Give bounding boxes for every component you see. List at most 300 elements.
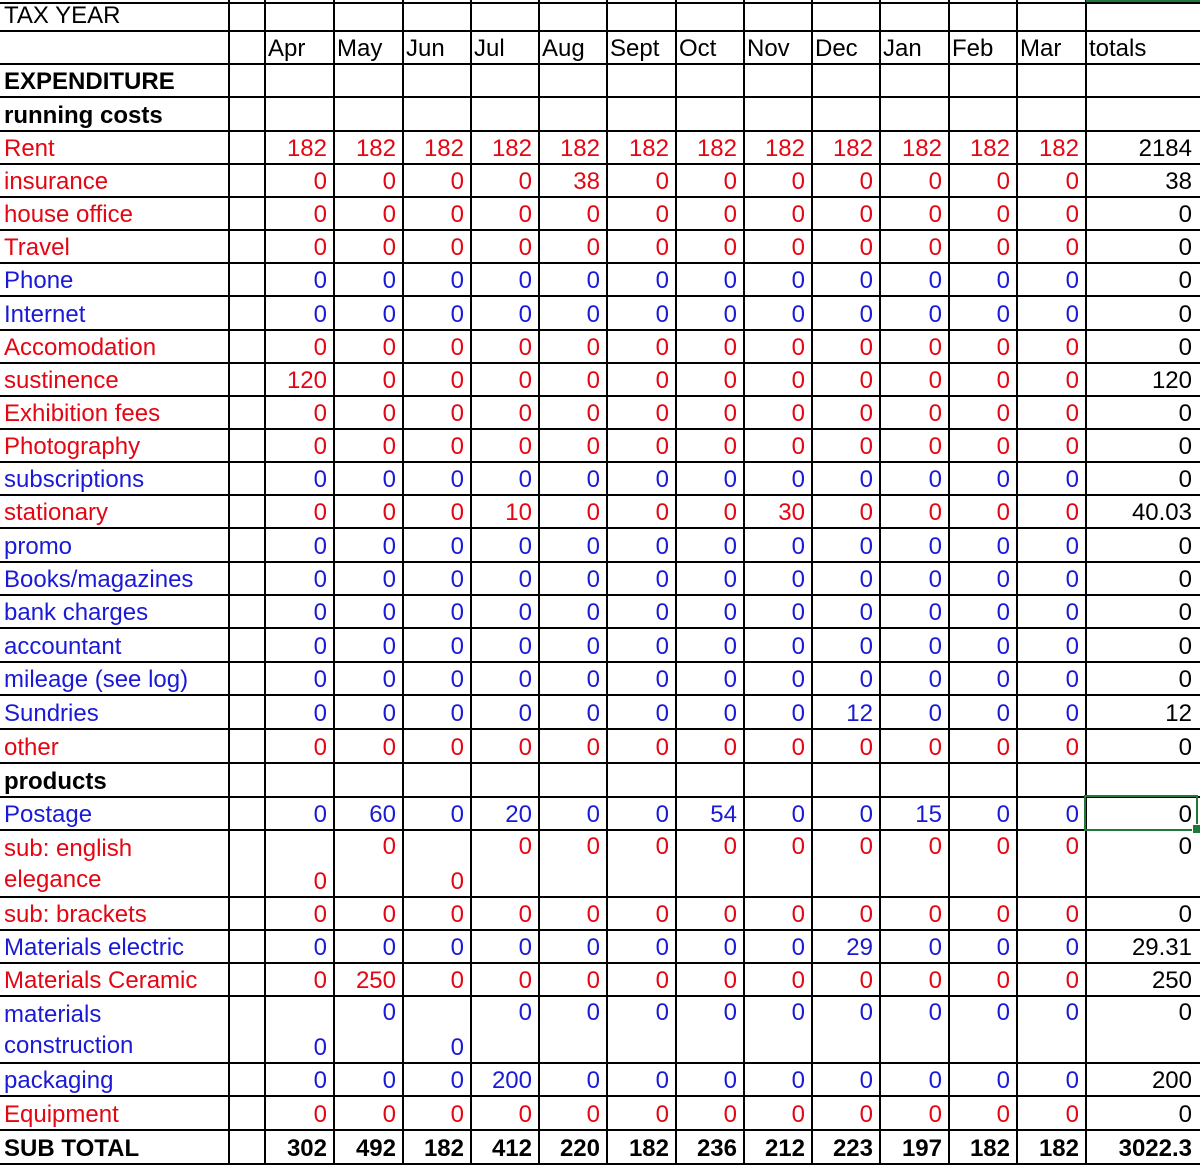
value-cell[interactable]: 0 [928,433,942,460]
subtotal-cell[interactable]: 236 [696,1135,737,1162]
value-cell[interactable]: 0 [518,833,532,860]
value-cell[interactable]: 0 [450,599,464,626]
value-cell[interactable]: 0 [791,466,805,493]
value-cell[interactable]: 0 [518,433,532,460]
value-cell[interactable]: 0 [586,833,600,860]
month-header-jun[interactable]: Jun [406,35,445,62]
value-cell[interactable]: 0 [928,934,942,961]
value-cell[interactable]: 0 [996,833,1010,860]
month-header-dec[interactable]: Dec [815,35,858,62]
value-cell[interactable]: 0 [382,168,396,195]
value-cell[interactable]: 0 [586,566,600,593]
value-cell[interactable]: 0 [1065,301,1079,328]
value-cell[interactable]: 0 [859,967,873,994]
value-cell[interactable]: 0 [450,466,464,493]
month-header-oct[interactable]: Oct [679,35,717,62]
value-cell[interactable]: 0 [450,967,464,994]
value-cell[interactable]: 0 [928,901,942,928]
value-cell[interactable]: 0 [859,334,873,361]
value-cell[interactable]: 0 [928,999,942,1026]
value-cell[interactable]: 0 [996,934,1010,961]
value-cell[interactable]: 0 [859,599,873,626]
total-cell[interactable]: 0 [1178,267,1192,294]
value-cell[interactable]: 0 [996,533,1010,560]
value-cell[interactable]: 0 [518,201,532,228]
value-cell[interactable]: 0 [655,466,669,493]
value-cell[interactable]: 0 [723,734,737,761]
value-cell[interactable]: 182 [969,135,1010,162]
value-cell[interactable]: 0 [791,168,805,195]
value-cell[interactable]: 182 [286,135,327,162]
value-cell[interactable]: 0 [928,633,942,660]
value-cell[interactable]: 0 [1065,901,1079,928]
value-cell[interactable]: 0 [382,367,396,394]
value-cell[interactable]: 0 [586,267,600,294]
subtotal-cell[interactable]: 182 [628,1135,669,1162]
value-cell[interactable]: 0 [655,301,669,328]
value-cell[interactable]: 0 [313,700,327,727]
month-header-nov[interactable]: Nov [747,35,790,62]
value-cell[interactable]: 0 [928,267,942,294]
value-cell[interactable]: 0 [586,433,600,460]
value-cell[interactable]: 0 [928,734,942,761]
value-cell[interactable]: 0 [723,400,737,427]
value-cell[interactable]: 0 [450,267,464,294]
value-cell[interactable]: 0 [450,433,464,460]
value-cell[interactable]: 0 [928,533,942,560]
value-cell[interactable]: 0 [928,967,942,994]
value-cell[interactable]: 0 [996,700,1010,727]
value-cell[interactable]: 0 [928,666,942,693]
value-cell[interactable]: 0 [996,499,1010,526]
total-cell[interactable]: 200 [1151,1067,1192,1094]
subtotal-cell[interactable]: 412 [491,1135,532,1162]
total-cell[interactable]: 0 [1178,334,1192,361]
value-cell[interactable]: 0 [723,267,737,294]
value-cell[interactable]: 0 [996,967,1010,994]
value-cell[interactable]: 0 [382,466,396,493]
value-cell[interactable]: 0 [723,967,737,994]
value-cell[interactable]: 0 [791,234,805,261]
value-cell[interactable]: 0 [791,666,805,693]
value-cell[interactable]: 0 [518,533,532,560]
value-cell[interactable]: 0 [723,533,737,560]
value-cell[interactable]: 0 [450,301,464,328]
value-cell[interactable]: 0 [518,566,532,593]
value-cell[interactable]: 0 [518,334,532,361]
value-cell[interactable]: 29 [846,934,873,961]
value-cell[interactable]: 0 [655,901,669,928]
value-cell[interactable]: 0 [313,201,327,228]
value-cell[interactable]: 182 [764,135,805,162]
value-cell[interactable]: 0 [996,1101,1010,1128]
value-cell[interactable]: 0 [996,734,1010,761]
value-cell[interactable]: 0 [859,833,873,860]
value-cell[interactable]: 0 [1065,400,1079,427]
value-cell[interactable]: 0 [996,267,1010,294]
totals-header[interactable]: totals [1089,35,1147,62]
value-cell[interactable]: 0 [450,633,464,660]
total-cell[interactable]: 0 [1178,566,1192,593]
value-cell[interactable]: 0 [859,901,873,928]
value-cell[interactable]: 0 [382,999,396,1026]
value-cell[interactable]: 0 [723,999,737,1026]
value-cell[interactable]: 0 [859,566,873,593]
value-cell[interactable]: 0 [313,234,327,261]
value-cell[interactable]: 0 [586,700,600,727]
value-cell[interactable]: 0 [859,367,873,394]
value-cell[interactable]: 0 [586,1067,600,1094]
value-cell[interactable]: 0 [1065,367,1079,394]
value-cell[interactable]: 0 [996,168,1010,195]
value-cell[interactable]: 0 [655,734,669,761]
value-cell[interactable]: 0 [586,367,600,394]
value-cell[interactable]: 0 [928,301,942,328]
value-cell[interactable]: 0 [859,1067,873,1094]
value-cell[interactable]: 0 [586,234,600,261]
value-cell[interactable]: 0 [1065,234,1079,261]
total-cell[interactable]: 2184 [1138,135,1192,162]
subtotal-cell[interactable]: 212 [764,1135,805,1162]
value-cell[interactable]: 0 [655,433,669,460]
value-cell[interactable]: 0 [450,666,464,693]
value-cell[interactable]: 54 [710,801,737,828]
value-cell[interactable]: 0 [382,301,396,328]
value-cell[interactable]: 0 [996,201,1010,228]
value-cell[interactable]: 120 [286,367,327,394]
value-cell[interactable]: 0 [518,267,532,294]
value-cell[interactable]: 0 [791,267,805,294]
value-cell[interactable]: 0 [382,666,396,693]
value-cell[interactable]: 0 [518,234,532,261]
value-cell[interactable]: 0 [655,967,669,994]
value-cell[interactable]: 0 [382,533,396,560]
value-cell[interactable]: 200 [491,1067,532,1094]
value-cell[interactable]: 0 [655,201,669,228]
value-cell[interactable]: 0 [450,334,464,361]
value-cell[interactable]: 0 [655,700,669,727]
value-cell[interactable]: 0 [1065,967,1079,994]
value-cell[interactable]: 0 [859,168,873,195]
value-cell[interactable]: 0 [518,301,532,328]
value-cell[interactable]: 0 [450,168,464,195]
value-cell[interactable]: 0 [586,633,600,660]
total-cell[interactable]: 0 [1178,201,1192,228]
value-cell[interactable]: 0 [313,334,327,361]
value-cell[interactable]: 0 [859,466,873,493]
value-cell[interactable]: 0 [1065,700,1079,727]
value-cell[interactable]: 0 [723,301,737,328]
value-cell[interactable]: 0 [1065,201,1079,228]
value-cell[interactable]: 0 [928,234,942,261]
value-cell[interactable]: 0 [791,700,805,727]
value-cell[interactable]: 0 [450,400,464,427]
value-cell[interactable]: 0 [655,533,669,560]
value-cell[interactable]: 0 [1065,533,1079,560]
value-cell[interactable]: 0 [859,201,873,228]
value-cell[interactable]: 0 [313,801,327,828]
value-cell[interactable]: 0 [313,267,327,294]
value-cell[interactable]: 0 [791,1101,805,1128]
value-cell[interactable]: 0 [791,367,805,394]
value-cell[interactable]: 0 [313,633,327,660]
value-cell[interactable]: 0 [996,999,1010,1026]
value-cell[interactable]: 0 [723,633,737,660]
value-cell[interactable]: 0 [586,466,600,493]
value-cell[interactable]: 0 [655,367,669,394]
value-cell[interactable]: 0 [791,801,805,828]
value-cell[interactable]: 0 [450,367,464,394]
value-cell[interactable]: 0 [518,466,532,493]
value-cell[interactable]: 182 [832,135,873,162]
value-cell[interactable]: 0 [313,400,327,427]
value-cell[interactable]: 0 [655,168,669,195]
value-cell[interactable]: 0 [928,201,942,228]
value-cell[interactable]: 0 [313,301,327,328]
value-cell[interactable]: 0 [791,934,805,961]
value-cell[interactable]: 0 [996,566,1010,593]
value-cell[interactable]: 0 [450,1034,464,1061]
subtotal-cell[interactable]: 182 [423,1135,464,1162]
value-cell[interactable]: 0 [996,433,1010,460]
value-cell[interactable]: 0 [928,1101,942,1128]
value-cell[interactable]: 0 [382,499,396,526]
value-cell[interactable]: 0 [723,666,737,693]
value-cell[interactable]: 0 [655,999,669,1026]
value-cell[interactable]: 0 [723,367,737,394]
value-cell[interactable]: 0 [859,666,873,693]
month-header-mar[interactable]: Mar [1020,35,1062,62]
total-cell[interactable]: 0 [1178,801,1192,828]
value-cell[interactable]: 10 [505,499,532,526]
value-cell[interactable]: 0 [655,499,669,526]
value-cell[interactable]: 0 [313,666,327,693]
value-cell[interactable]: 0 [450,901,464,928]
value-cell[interactable]: 0 [655,599,669,626]
value-cell[interactable]: 0 [586,666,600,693]
total-cell[interactable]: 0 [1178,234,1192,261]
value-cell[interactable]: 0 [996,334,1010,361]
value-cell[interactable]: 0 [382,934,396,961]
value-cell[interactable]: 0 [1065,999,1079,1026]
value-cell[interactable]: 0 [518,700,532,727]
value-cell[interactable]: 0 [382,400,396,427]
value-cell[interactable]: 0 [382,1067,396,1094]
value-cell[interactable]: 0 [382,1101,396,1128]
value-cell[interactable]: 0 [1065,1067,1079,1094]
total-cell[interactable]: 0 [1178,1101,1192,1128]
value-cell[interactable]: 0 [655,1067,669,1094]
value-cell[interactable]: 0 [791,334,805,361]
value-cell[interactable]: 0 [723,599,737,626]
value-cell[interactable]: 0 [518,1101,532,1128]
value-cell[interactable]: 0 [996,400,1010,427]
value-cell[interactable]: 0 [382,700,396,727]
value-cell[interactable]: 0 [1065,934,1079,961]
value-cell[interactable]: 0 [996,666,1010,693]
value-cell[interactable]: 0 [723,234,737,261]
value-cell[interactable]: 0 [586,201,600,228]
value-cell[interactable]: 182 [1038,135,1079,162]
value-cell[interactable]: 0 [313,901,327,928]
month-header-may[interactable]: May [337,35,383,62]
value-cell[interactable]: 0 [996,466,1010,493]
value-cell[interactable]: 0 [382,334,396,361]
value-cell[interactable]: 0 [791,201,805,228]
value-cell[interactable]: 0 [313,566,327,593]
total-cell[interactable]: 250 [1151,967,1192,994]
subtotal-cell[interactable]: 302 [286,1135,327,1162]
subtotal-cell[interactable]: 220 [559,1135,600,1162]
value-cell[interactable]: 0 [1065,734,1079,761]
value-cell[interactable]: 0 [655,566,669,593]
total-cell[interactable]: 0 [1178,466,1192,493]
value-cell[interactable]: 0 [655,234,669,261]
value-cell[interactable]: 0 [518,734,532,761]
value-cell[interactable]: 0 [928,168,942,195]
total-cell[interactable]: 0 [1178,433,1192,460]
value-cell[interactable]: 0 [313,1034,327,1061]
value-cell[interactable]: 0 [996,234,1010,261]
subtotal-cell[interactable]: 223 [832,1135,873,1162]
value-cell[interactable]: 38 [573,168,600,195]
value-cell[interactable]: 182 [628,135,669,162]
value-cell[interactable]: 0 [859,801,873,828]
value-cell[interactable]: 0 [586,533,600,560]
value-cell[interactable]: 0 [586,499,600,526]
value-cell[interactable]: 0 [313,168,327,195]
value-cell[interactable]: 0 [450,734,464,761]
value-cell[interactable]: 0 [996,599,1010,626]
value-cell[interactable]: 0 [518,599,532,626]
value-cell[interactable]: 0 [859,267,873,294]
value-cell[interactable]: 0 [586,400,600,427]
value-cell[interactable]: 0 [1065,267,1079,294]
value-cell[interactable]: 0 [655,833,669,860]
value-cell[interactable]: 182 [559,135,600,162]
value-cell[interactable]: 0 [655,334,669,361]
value-cell[interactable]: 0 [382,833,396,860]
value-cell[interactable]: 0 [313,599,327,626]
total-cell[interactable]: 12 [1165,700,1192,727]
value-cell[interactable]: 0 [518,967,532,994]
value-cell[interactable]: 0 [791,999,805,1026]
value-cell[interactable]: 0 [586,999,600,1026]
value-cell[interactable]: 0 [313,868,327,895]
value-cell[interactable]: 0 [1065,499,1079,526]
value-cell[interactable]: 0 [1065,566,1079,593]
total-cell[interactable]: 0 [1178,901,1192,928]
total-cell[interactable]: 0 [1178,301,1192,328]
value-cell[interactable]: 0 [723,168,737,195]
value-cell[interactable]: 0 [996,901,1010,928]
value-cell[interactable]: 0 [928,400,942,427]
value-cell[interactable]: 20 [505,801,532,828]
value-cell[interactable]: 0 [996,367,1010,394]
value-cell[interactable]: 0 [859,499,873,526]
value-cell[interactable]: 0 [859,1101,873,1128]
total-cell[interactable]: 0 [1178,999,1192,1026]
value-cell[interactable]: 0 [928,833,942,860]
value-cell[interactable]: 12 [846,700,873,727]
value-cell[interactable]: 0 [996,301,1010,328]
value-cell[interactable]: 0 [928,367,942,394]
value-cell[interactable]: 0 [1065,801,1079,828]
value-cell[interactable]: 0 [859,734,873,761]
total-cell[interactable]: 38 [1165,168,1192,195]
value-cell[interactable]: 0 [1065,334,1079,361]
value-cell[interactable]: 0 [723,934,737,961]
value-cell[interactable]: 0 [791,301,805,328]
value-cell[interactable]: 0 [450,234,464,261]
value-cell[interactable]: 0 [450,868,464,895]
value-cell[interactable]: 0 [791,901,805,928]
value-cell[interactable]: 60 [369,801,396,828]
value-cell[interactable]: 0 [518,400,532,427]
total-cell[interactable]: 120 [1151,367,1192,394]
value-cell[interactable]: 15 [915,801,942,828]
value-cell[interactable]: 0 [996,801,1010,828]
value-cell[interactable]: 0 [655,633,669,660]
value-cell[interactable]: 0 [1065,833,1079,860]
value-cell[interactable]: 0 [791,400,805,427]
value-cell[interactable]: 0 [450,801,464,828]
value-cell[interactable]: 0 [655,400,669,427]
value-cell[interactable]: 0 [382,599,396,626]
value-cell[interactable]: 0 [586,934,600,961]
value-cell[interactable]: 0 [791,833,805,860]
value-cell[interactable]: 0 [1065,1101,1079,1128]
value-cell[interactable]: 250 [355,967,396,994]
value-cell[interactable]: 0 [586,599,600,626]
value-cell[interactable]: 0 [723,499,737,526]
value-cell[interactable]: 0 [791,734,805,761]
value-cell[interactable]: 0 [928,499,942,526]
value-cell[interactable]: 0 [723,201,737,228]
value-cell[interactable]: 0 [791,967,805,994]
month-header-feb[interactable]: Feb [952,35,994,62]
value-cell[interactable]: 0 [382,201,396,228]
value-cell[interactable]: 0 [928,700,942,727]
value-cell[interactable]: 0 [859,999,873,1026]
total-cell[interactable]: 0 [1178,533,1192,560]
value-cell[interactable]: 0 [586,801,600,828]
value-cell[interactable]: 0 [723,1067,737,1094]
total-cell[interactable]: 0 [1178,633,1192,660]
value-cell[interactable]: 182 [696,135,737,162]
value-cell[interactable]: 0 [791,533,805,560]
value-cell[interactable]: 0 [450,1067,464,1094]
subtotal-cell[interactable]: 492 [355,1135,396,1162]
value-cell[interactable]: 0 [928,599,942,626]
value-cell[interactable]: 0 [450,499,464,526]
value-cell[interactable]: 0 [313,967,327,994]
subtotal-cell[interactable]: 182 [969,1135,1010,1162]
value-cell[interactable]: 0 [313,466,327,493]
month-header-jul[interactable]: Jul [474,35,505,62]
value-cell[interactable]: 0 [382,566,396,593]
total-cell[interactable]: 0 [1178,734,1192,761]
value-cell[interactable]: 0 [450,201,464,228]
total-cell[interactable]: 0 [1178,400,1192,427]
value-cell[interactable]: 0 [1065,666,1079,693]
value-cell[interactable]: 0 [859,433,873,460]
value-cell[interactable]: 0 [518,901,532,928]
value-cell[interactable]: 0 [655,666,669,693]
value-cell[interactable]: 0 [723,433,737,460]
value-cell[interactable]: 0 [996,633,1010,660]
value-cell[interactable]: 0 [791,1067,805,1094]
